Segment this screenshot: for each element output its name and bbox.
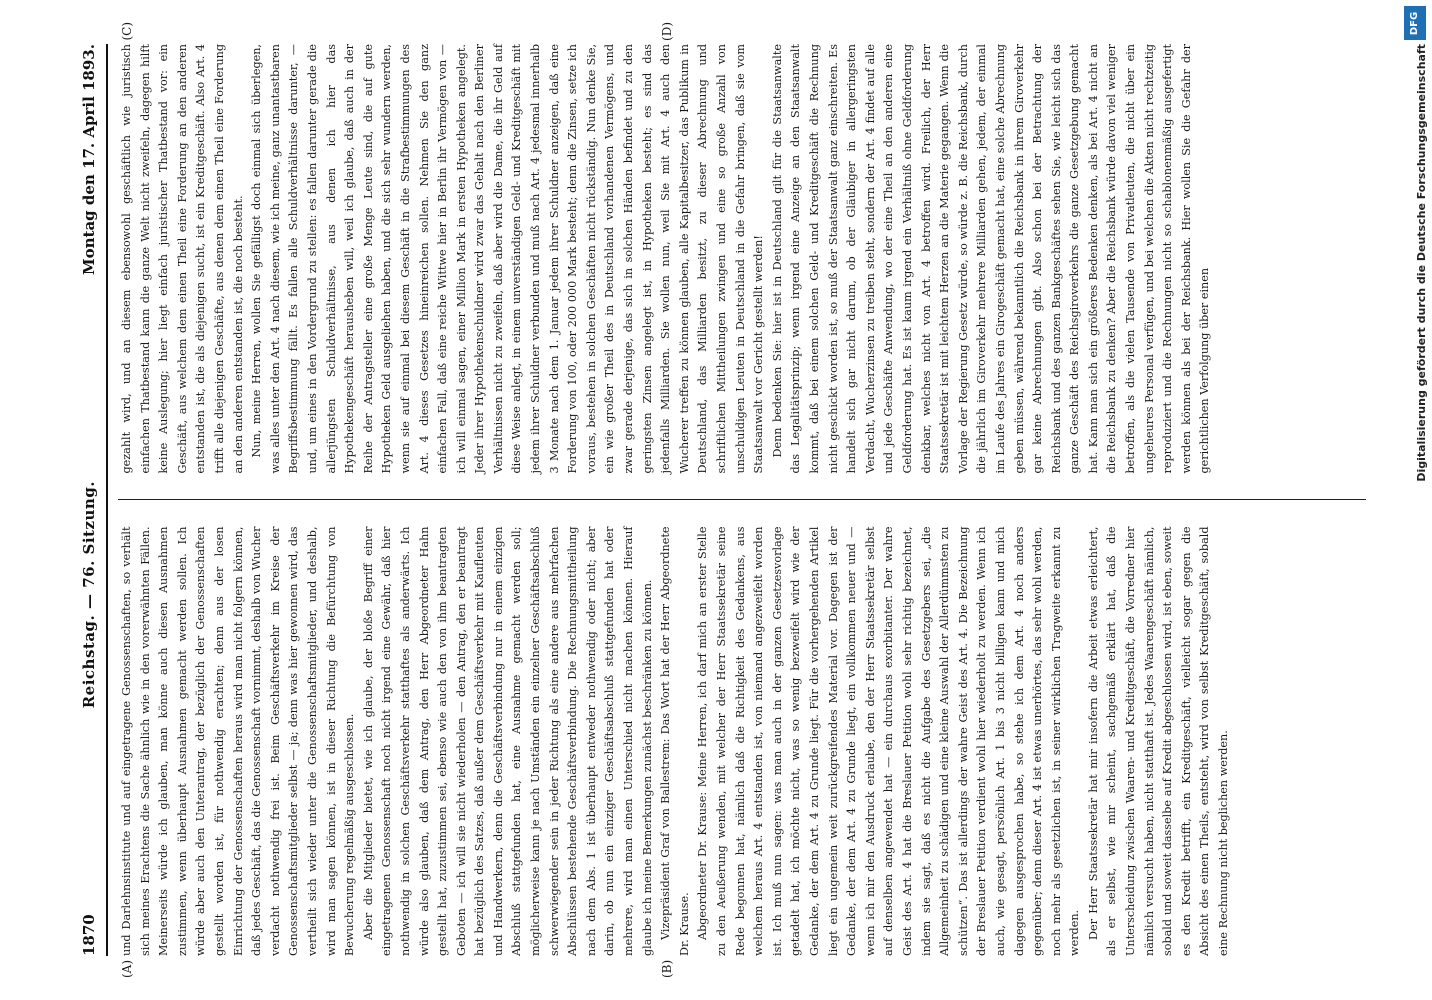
column-divider [118, 500, 1366, 501]
margin-marker-c: (C) [120, 22, 134, 41]
page-header [80, 44, 102, 956]
paragraph: gezahlt wird, und an diesem ebensowohl geschäftlich wie juristisch einfachen Thatbestand kann die ganze Welt nicht zweifeln, dagegen hilft keine Auslegung; hier liegt einfach juristischer Thatbestand vor: ein Geschäft, aus welchem dem einen Theil eine Forderung an den anderen entstanden ist, die als diejenigen sucht, ist ein Kreditgeschäft. Also Art. 4 trifft alle diejenigen Geschäfte, aus denen dem einen Theil eine Forderung an den anderen entstanden ist, die noch besteht. [120, 44, 245, 474]
dfg-logo: DFG [1404, 6, 1426, 40]
margin-marker-a: (A) [120, 959, 134, 978]
paragraph: und Darlehnsinstitute und auf eingetragene Genossenschaften, so verhält sich meines Erachtens die Sache ähnlich wie in den vorerwähnten Fällen. Meinerseits würde ich glauben, man könne auch diesen Ausnahmen zustimmen, wenn überhaupt Ausnahmen gemacht werden sollen. Ich würde aber auch den Unterantrag, der bezüglich der Genossenschaften gestellt worden ist, für nothwendig erachten; denn aus der losen Einrichtung der Genossenschaften heraus wird man nicht folgern können, daß jedes Geschäft, das die Genossenschaft vornimmt, deshalb von Wucher verdacht nothwendig frei ist. Beim Geschäftsverkehr im Kreise der Genossenschaftsmitglieder selbst — ja; denn was hier gewonnen wird, das vertheilt sich wieder unter die Genossenschaftsmitglieder, und deshalb, wird man sagen können, ist in dieser Richtung die Befürchtung von Bewucherung regelmäßig ausgeschlossen. [120, 526, 357, 956]
paragraph: Nun, meine Herren, wollen Sie gefälligst doch einmal sich überlegen, was alles unter den Art. 4 nach diesem, wie ich meine, ganz unantastbaren Begriffsbestimmung fällt. Es fallen alle Schuldverhältnisse darunter, — und, um eines in den Vordergrund zu stellen: es fallen darunter gerade die allerjüngsten Schuldverhältnisse, aus denen ich hier das Hypothekengeschäft herausheben will, weil ich glaube, daß auch in der Reihe der Antragsteller eine große Menge Leute sind, die auf gute Hypotheken Geld ausgeliehen haben, und die sich sehr wundern werden, wenn sie auf einmal bei diesem Geschäft in die Strafbestimmungen des Art. 4 dieses Gesetzes hineinreichen sollen. Nehmen Sie den ganz einfachen Fall, daß eine reiche Wittwe hier in Berlin ihr Vermögen von — ich will einmal sagen, einer Million Mark in ersten Hypotheken angelegt. Jeder ihrer Hypothekenschuldner wird zwar das Gehalt nach den Berliner Verhältnissen nicht zu zweifeln, daß aber wird die Dame, die ihr Geld auf diese Weise anlegt, in einem unverständigen Geld- und Kreditgeschäft mit jedem ihrer Schuldner verbunden und muß nach Art. 4 jedesmal innerhalb 3 Monate nach dem 1. Januar jedem ihrer Schuldner anzeigen, daß eine Forderung von 100, oder 200 000 Mark besteht; denn die Zinsen, setze ich voraus, bestehen in solchen Geschäften nicht rückständig. Nun denke Sie, ein wie großer Theil des in Deutschland vorhandenen Vermögens, und zwar gerade derjenige, das sich in solchen Händen befindet und zu den geringsten Zinsen angelegt ist, in Hypotheken besteht; es sind das jedenfalls Milliarden. Sie wollen nun, weil Sie mit Art. 4 auch den Wucherer treffen zu können glauben, alle Kapitalbesitzer, das Publikum in Deutschland, das Milliarden besitzt, zu dieser Abrechnung und schriftlichen Mittheilungen zwingen und eine so große Anzahl von unschuldigen Leuten in Deutschland in die Gefahr bringen, daß sie vom Staatsanwalt vor Gericht gestellt werden! [250, 44, 766, 474]
paragraph: Der Herr Staatssekretär hat mir insofern die Arbeit etwas erleichtert, als er selbst, wie mir scheint, sachgemäß erklärt hat, daß die Unterscheidung zwischen Waaren- und Kreditgeschäft, die Vorredner hier nämlich versucht haben, nicht statthaft ist. Jedes Waarengeschäft nämlich, sobald und soweit dasselbe auf Kredit abgeschlossen wird, ist eben, soweit es den Kredit betrifft, ein Kreditgeschäft, vielleicht sogar gegen die Absicht des einen Theils, entsteht, wird von selbst Kreditgeschäft, sobald eine Rechnung nicht beglichen werden. [1086, 526, 1231, 956]
paragraph: Abgeordneter Dr. Krause: Meine Herren, ich darf mich an erster Stelle zu den Aeußerung wenden, mit welcher der Herr Staatssekretär seine Rede begonnen hat, nämlich daß die Richtigkeit des Gedankens, aus welchem heraus Art. 4 entstanden ist, von niemand angezweifelt worden ist. Ich muß nun sagen: was man auch in der ganzen Gesetzesvorlage getadelt hat, ich möchte nicht, was so wenig bezweifelt wird wie der Gedanke, der dem Art. 4 zu Grunde liegt. Für die vorhergehenden Artikel liegt ein ungemein weit zurückgreifendes Material vor. Dagegen ist der Gedanke, der dem Art. 4 zu Grunde liegt, ein vollkommen neuer und — wenn ich mir den Ausdruck erlaube, den der Herr Staatssekretär selbst auf denselben angewendet hat — ein durchaus exorbitanter. Der wahre Geist des Art. 4 hat die Breslauer Petition wohl sehr richtig bezeichnet, indem sie sagt, daß es nicht die Aufgabe des Gesetzgebers sei, „die Allgemeinheit zu schädigen und eine kleine Auswahl der Allerdümmsten zu schützen“. Das ist allerdings der wahre Geist des Art. 4. Die Bezeichnung der Breslauer Petition verdient wohl hier wiederholt zu werden. Wenn ich auch, wie gesagt, persönlich Art. 1 bis 3 nicht billigen kann und mich dagegen ausgesprochen habe, so stehe ich dem Art. 4 noch anders gegenüber; denn dieser Art. 4 ist etwas unerhörtes, das sehr wohl werden, noch mehr als gesetzlichen ist, in seiner wirklichen Tragweite erkannt zu werden. [696, 526, 1082, 956]
header-rule [106, 44, 108, 956]
right-column [118, 22, 1366, 474]
session-title: Reichstag. — 76. Sitzung. [80, 480, 98, 709]
rotated-page-content [46, 20, 1386, 980]
margin-marker-b: (B) [660, 959, 674, 978]
paragraph: Aber die Mitglieder bietet, wie ich glaube, der bloße Begriff einer eingetragenen Genossenschaft noch nicht irgend eine Gewähr, daß hier nothwendig in solchen Geschäftsverkehr statthaftes als anderwärts. Ich würde also glauben, daß dem Antrag, den Herr Abgeordneter Hahn gestellt hat, zuzustimmen sei, ebenso wie auch den von ihm beantragten Geboten — ich will sie nicht wiederholen — den Antrag, den er beantragt hat bezüglich des Satzes, daß außer dem Geschäftsverkehr mit Kaufleuten und Handwerkern, denn die Geschäftsverbindung nur in einem einzigen Abschluß stattgefunden hat, eine Ausnahme gemacht werden soll; möglicherweise kann je nach Umständen ein einzelner Geschäftsabschluß schwerwiegender sein in jeder Richtung als eine andere aus mehrfachen Abschlüssen bestehende Geschäftsverbindung. Die Rechnungsmittheilung nach dem Abs. 1 ist überhaupt entweder nothwendig oder nicht; aber darin, ob nun ein einziger Geschäftsabschluß stattgefunden hat oder mehrere, wird man einen Unterschied nicht machen können. Hierauf glaube ich meine Bemerkungen zunächst beschränken zu können. [361, 526, 654, 956]
paragraph: Vizepräsident Graf von Ballestrem: Das Wort hat der Herr Abgeordnete Dr. Krause. [659, 526, 691, 956]
paragraph: Denn bedenken Sie: hier ist in Deutschland gilt für die Staatsanwalte das Legalitätsprinzip; wenn irgend eine Anzeige an den Staatsanwalt kommt, daß bei einem solchen Geld- und Kreditgeschäft die Rechnung nicht geschickt worden ist, so muß der Staatsanwalt ganz einschreiten. Es handelt sich gar nicht darum, ob der Gläubiger in allergeringsten Verdacht, Wucherzinsen zu treiben steht, sondern der Art. 4 findet auf alle und jede Geschäfte Anwendung, wo der eine Theil an den anderen eine Geldforderung hat. Es ist kaum irgend ein Verhältniß ohne Geldforderung denkbar, welches nicht von Art. 4 betroffen wird. Freilich, der Herr Staatssekretär ist mit leichtem Herzen an die Materie gegangen. Wenn die Vorlage der Regierung Gesetz würde, so würde z. B. die Reichsbank, durch die jährlich im Giroverkehr mehrere Milliarden gehen, jedem, der einmal im Laufe des Jahres ein Girogeschäft gemacht hat, eine solche Abrechnung geben müssen, während bekanntlich die Reichsbank in ihrem Giroverkehr gar keine Abrechnungen gibt. Also schon bei der Betrachtung der Reichsbank und des ganzen Bankgeschäftes sehen Sie, wie leicht sich das ganze Geschäft des Reichsgiroverkehrs die ganze Gesetzgebung gemacht hat. Kann man sich ein größeres Bedenken denken, als bei Art. 4 nicht an die Reichsbank zu denken? Aber die Reichsbank würde davon viel weniger betroffen, als die vielen Tausende von Privatleuten, die nicht über ein ungeheures Personal verfügen, und bei welchen die Akten nicht rechtzeitig reproduziert und die Rechnungen nicht so schablonenmäßig ausgefertigt werden können als bei der Reichsbank. Hier wollen Sie die Gefahr der gerichtlichen Verfolgung über einen [770, 44, 1212, 474]
left-column [118, 526, 1366, 978]
session-date: Montag den 17. April 1893. [80, 44, 98, 275]
digitization-credit [1402, 0, 1428, 1000]
page-number: 1870 [80, 914, 98, 956]
credit-text: Digitalisierung gefördert durch die Deutsche Forschungsgemeinschaft [1415, 44, 1428, 482]
text-columns [118, 22, 1366, 978]
margin-marker-d: (D) [660, 22, 674, 41]
